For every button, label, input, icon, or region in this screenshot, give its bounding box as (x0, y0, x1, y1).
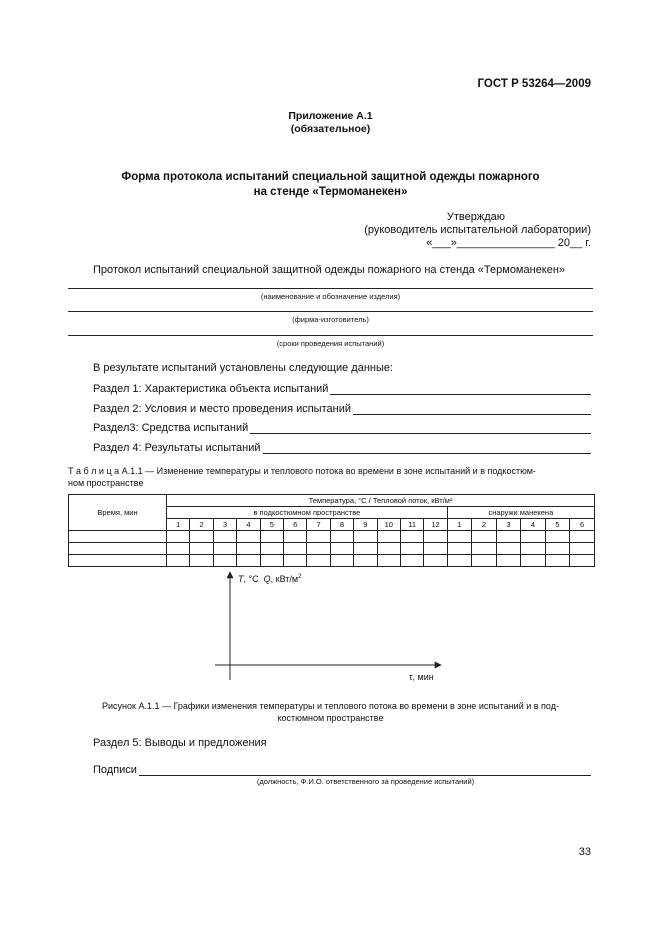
table-cell[interactable] (545, 555, 570, 567)
inside-col-header: 8 (330, 519, 353, 531)
inside-col-header: 2 (190, 519, 213, 531)
table-cell[interactable] (472, 543, 497, 555)
table-cell[interactable] (377, 531, 400, 543)
table-cell[interactable] (447, 531, 472, 543)
figure-caption-line1: Рисунок А.1.1 — Графики изменения температуры и теплового потока во времени в зоне испытаний и в под- (102, 701, 559, 711)
table-body (69, 531, 595, 567)
table-cell[interactable] (260, 555, 283, 567)
table-cell[interactable] (472, 555, 497, 567)
table-row (69, 555, 595, 567)
measurements-table (68, 494, 595, 567)
product-caption: (наименование и обозначение изделия) (260, 292, 401, 301)
table-cell[interactable] (400, 543, 423, 555)
table-cell[interactable] (307, 531, 330, 543)
table-cell[interactable] (447, 555, 472, 567)
dates-line[interactable] (68, 335, 593, 336)
approval-date: «___»________________ 20__ г. (426, 237, 591, 249)
table-cell[interactable] (69, 531, 167, 543)
table-cell[interactable] (69, 543, 167, 555)
table-cell[interactable] (284, 543, 307, 555)
table-cell[interactable] (400, 555, 423, 567)
table-cell[interactable] (307, 555, 330, 567)
appendix-title: Приложение А.1 (288, 110, 373, 122)
table-cell[interactable] (260, 531, 283, 543)
protocol-heading: Протокол испытаний специальной защитной одежды пожарного на стенда «Термоманекен» (93, 264, 566, 276)
inside-col-header: 11 (400, 519, 423, 531)
table-cell[interactable] (570, 531, 595, 543)
table-cell[interactable] (167, 531, 190, 543)
table-cell[interactable] (570, 555, 595, 567)
table-cell[interactable] (424, 555, 447, 567)
manufacturer-caption: (фирма-изготовитель) (292, 315, 369, 324)
table-cell[interactable] (424, 543, 447, 555)
table-cell[interactable] (167, 555, 190, 567)
outside-col-header: 6 (570, 519, 595, 531)
inside-col-header: 4 (237, 519, 260, 531)
inside-col-header: 3 (213, 519, 236, 531)
inside-col-header: 5 (260, 519, 283, 531)
form-title-line1: Форма протокола испытаний специальной защитной одежды пожарного (121, 171, 540, 183)
table-cell[interactable] (354, 531, 377, 543)
form-title-line2: на стенде «Термоманекен» (253, 186, 408, 198)
page-number: 33 (578, 846, 591, 858)
table-cell[interactable] (521, 543, 546, 555)
section-3-field[interactable] (93, 420, 591, 434)
table-row (69, 531, 595, 543)
table-caption-line1: Т а б л и ц а А.1.1 — Изменение температуры и теплового потока во времени в зоне испытаний и в подкостюм- (68, 466, 536, 476)
table-cell[interactable] (307, 543, 330, 555)
table-cell[interactable] (521, 531, 546, 543)
approval-block (364, 211, 591, 250)
dates-caption: (сроки проведения испытаний) (276, 339, 385, 348)
table-cell[interactable] (190, 531, 213, 543)
table-cell[interactable] (330, 555, 353, 567)
document-code: ГОСТ Р 53264—2009 (477, 78, 591, 90)
inside-col-header: 10 (377, 519, 400, 531)
section-3-label: Раздел3: Средства испытаний (93, 422, 249, 434)
table-caption-line2: ном пространстве (68, 478, 144, 488)
table-cell[interactable] (496, 531, 521, 543)
section-4-label: Раздел 4: Результаты испытаний (93, 442, 261, 454)
outside-col-header: 5 (545, 519, 570, 531)
table-cell[interactable] (237, 555, 260, 567)
section-2-field[interactable] (93, 401, 591, 415)
appendix-status: (обязательное) (290, 123, 371, 135)
table-cell[interactable] (545, 531, 570, 543)
table-cell[interactable] (330, 543, 353, 555)
table-cell[interactable] (284, 555, 307, 567)
table-cell[interactable] (472, 531, 497, 543)
manufacturer-line[interactable] (68, 311, 593, 312)
y-label-t: T (238, 574, 244, 584)
table-cell[interactable] (69, 555, 167, 567)
figure-caption (0, 700, 661, 724)
section-2-label: Раздел 2: Условия и место проведения испытаний (93, 403, 351, 415)
outside-col-header: 4 (521, 519, 546, 531)
signature-label: Подписи (93, 764, 137, 776)
inside-col-header: 6 (284, 519, 307, 531)
form-title (0, 170, 661, 200)
signature-field[interactable] (93, 762, 591, 776)
approval-word: Утверждаю (446, 211, 505, 223)
approval-who: (руководитель испытательной лаборатории) (364, 224, 591, 236)
table-cell[interactable] (213, 531, 236, 543)
signature-caption: (должность, Ф.И.О. ответственного за проведение испытаний) (256, 777, 475, 786)
table-cell[interactable] (377, 555, 400, 567)
figure-caption-line2: костюмном пространстве (277, 713, 384, 723)
table-cell[interactable] (570, 543, 595, 555)
table-cell[interactable] (354, 555, 377, 567)
inside-group-header: в подкостюмном пространстве (167, 507, 448, 519)
outside-col-header: 2 (472, 519, 497, 531)
outside-group-header: снаружи манекена (447, 507, 594, 519)
table-cell[interactable] (190, 555, 213, 567)
x-axis-label: τ, мин (409, 672, 434, 682)
section-1-label: Раздел 1: Характеристика объекта испытаний (93, 383, 329, 395)
table-cell[interactable] (260, 543, 283, 555)
table-cell[interactable] (284, 531, 307, 543)
table-row (69, 543, 595, 555)
outside-col-header: 1 (447, 519, 472, 531)
inside-col-header: 12 (424, 519, 447, 531)
time-header: Время, мин (69, 495, 167, 531)
table-cell[interactable] (167, 543, 190, 555)
appendix-heading (0, 110, 661, 136)
table-cell[interactable] (545, 543, 570, 555)
table-cell[interactable] (496, 543, 521, 555)
table-cell[interactable] (400, 531, 423, 543)
inside-col-header: 7 (307, 519, 330, 531)
table-cell[interactable] (496, 555, 521, 567)
table-cell[interactable] (190, 543, 213, 555)
y-label-q: Q (263, 574, 271, 584)
table-cell[interactable] (521, 555, 546, 567)
table-cell[interactable] (213, 555, 236, 567)
results-intro: В результате испытаний установлены следующие данные: (93, 362, 394, 374)
section-4-field[interactable] (93, 440, 591, 454)
table-cell[interactable] (213, 543, 236, 555)
table-cell[interactable] (237, 531, 260, 543)
inside-col-header: 1 (167, 519, 190, 531)
table-caption (68, 465, 595, 489)
y-axis-label: T, °C Q, кВт/$м^2$ (238, 574, 302, 584)
outside-col-header: 3 (496, 519, 521, 531)
table-cell[interactable] (237, 543, 260, 555)
table-cell[interactable] (354, 543, 377, 555)
table-cell[interactable] (424, 531, 447, 543)
table-cell[interactable] (330, 531, 353, 543)
table-cell[interactable] (377, 543, 400, 555)
section-1-field[interactable] (93, 381, 591, 395)
section-5-label: Раздел 5: Выводы и предложения (93, 737, 267, 749)
product-line[interactable] (68, 288, 593, 289)
inside-col-header: 9 (354, 519, 377, 531)
main-header: Температура, °С / Тепловой поток, кВт/м² (167, 495, 595, 507)
table-cell[interactable] (447, 543, 472, 555)
chart-axes (205, 568, 455, 688)
